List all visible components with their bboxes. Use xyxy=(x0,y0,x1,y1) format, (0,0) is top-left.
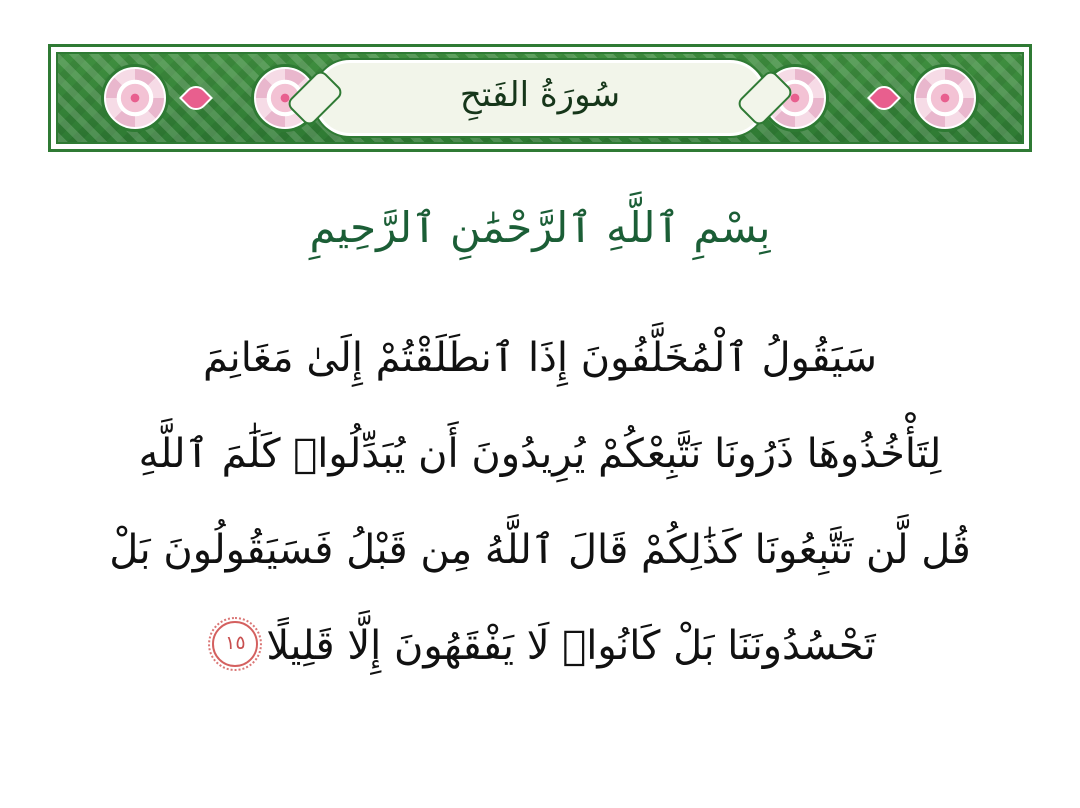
ayah-end-marker-icon xyxy=(212,621,258,667)
floral-rosette-icon xyxy=(104,67,166,129)
ayah-number: ١٥ xyxy=(225,632,246,654)
ayah-line: قُل لَّن تَتَّبِعُونَا كَذَٰلِكُمْ قَالَ ٱللَّهُ مِن قَبْلُ فَسَيَقُولُونَ بَلْ xyxy=(109,527,971,573)
ayah-line: سَيَقُولُ ٱلْمُخَلَّفُونَ إِذَا ٱنطَلَقْتُمْ إِلَىٰ مَغَانِمَ xyxy=(202,335,878,381)
ayah-line: لِتَأْخُذُوهَا ذَرُونَا نَتَّبِعْكُمْ يُرِيدُونَ أَن يُبَدِّلُوا۟ كَلَٰمَ ٱللَّهِ xyxy=(138,431,942,477)
basmala-text: بِسْمِ ٱللَّهِ ٱلرَّحْمَٰنِ ٱلرَّحِيمِ xyxy=(309,203,771,252)
ayah-line: تَحْسُدُونَنَا بَلْ كَانُوا۟ لَا يَفْقَهُونَ إِلَّا قَلِيلًا xyxy=(266,623,876,669)
surah-header-frame xyxy=(48,44,1032,152)
petal-ornament-icon xyxy=(867,81,901,115)
surah-header-band xyxy=(56,52,1024,144)
surah-name-cartouche xyxy=(312,58,768,138)
ayah-line-with-marker xyxy=(58,598,1022,694)
floral-rosette-icon xyxy=(914,67,976,129)
surah-title: سُورَةُ الفَتحِ xyxy=(459,75,621,115)
ayah-text-block xyxy=(58,310,1022,694)
petal-ornament-icon xyxy=(179,81,213,115)
